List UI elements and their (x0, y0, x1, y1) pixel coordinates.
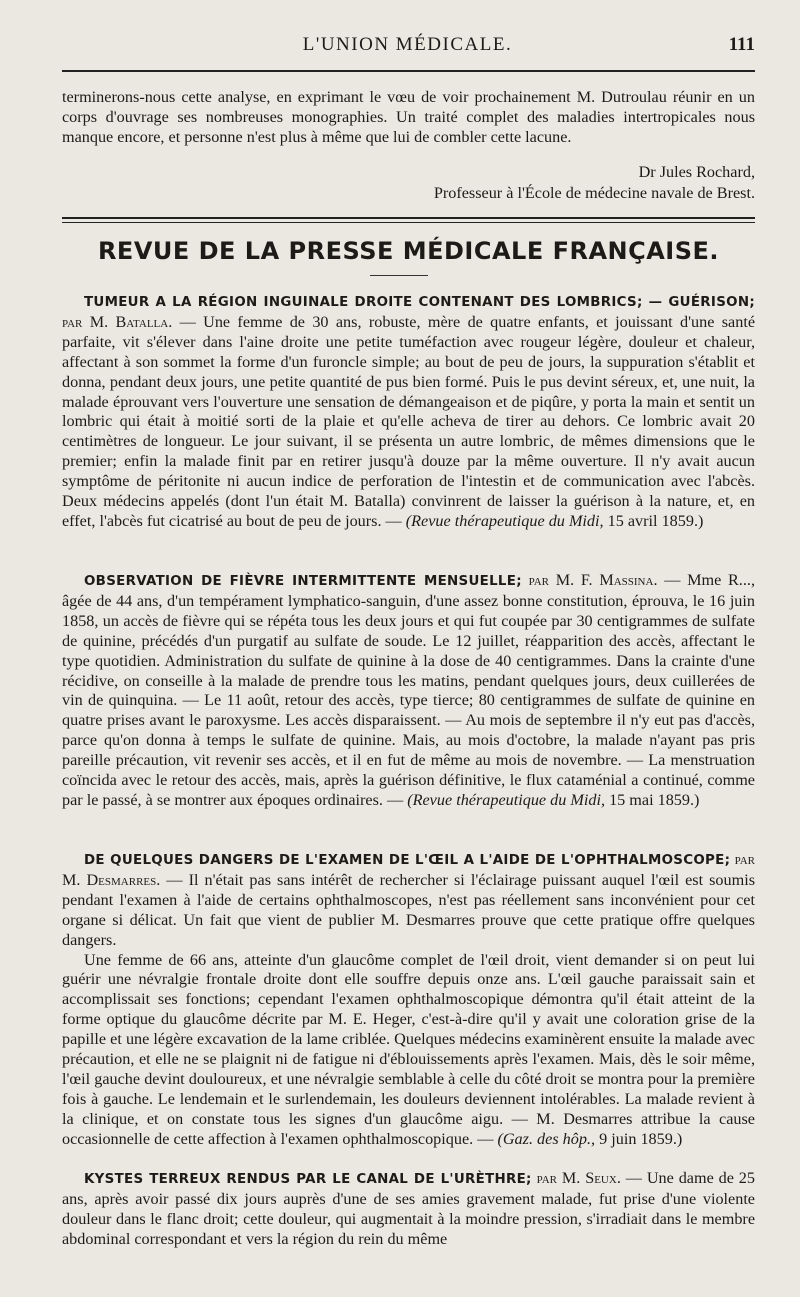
running-head (60, 28, 755, 64)
article-heading: OBSERVATION DE FIÈVRE INTERMITTENTE MENSUELLE; (84, 574, 522, 589)
article-tumeur (62, 292, 755, 532)
header-rule (62, 70, 755, 72)
journal-title: L'UNION MÉDICALE. (302, 34, 513, 55)
article-body: Mme R..., âgée de 44 ans, d'un tempérament lymphatico-sanguin, d'une assez bonne constitution, éprouva, le 16 juin 1858, un accès de fièvre qui se répéta tous les deux jours et qui fut coupée par 30 centigrammes de sulfate de quinine, précédés d'un purgatif au sulfate de soude. Le 12 juillet, réapparition des accès, affectant le type quotidien. Administration du sulfate de quinine à la dose de 40 centigrammes. Dans la crainte d'une récidive, on conseille à la malade de prendre tous les matins, pendant quelques jours, deux cuillerées de vin de quinquina. — Le 11 août, retour des accès, type tierce; 80 centigrammes de sulfate de quinine en quatre prises avant le paroxysme. Les accès disparaissent. — Au mois de septembre il n'y eut pas d'accès, parce qu'on donna à temps le sulfate de quinine. Mais, au mois d'octobre, la malade n'ayant pas pris pareille précaution, vit revenir ses accès, et il en fut de même au mois de novembre. — La menstruation coïncida avec le retour des accès, mais, après la guérison définitive, le flux cataménial a continué, comme par le passé, à se montrer aux époques ordinaires. — (62, 571, 755, 809)
signature-name: Dr Jules Rochard, (638, 163, 755, 181)
article-body: Une dame de 25 ans, après avoir passé dix jours auprès d'une de ses amies gravement malade, fut prise d'une violente douleur dans le flanc droit; cette douleur, qui augmentait à la moindre pression, s'irradiait dans le membre abdominal correspondant et vers la région du rein du même (62, 1169, 755, 1248)
article-source: (Revue thérapeutique du Midi, (405, 511, 604, 530)
intro-paragraph (62, 88, 755, 148)
article-date: 9 juin 1859.) (599, 1129, 683, 1148)
article-heading: KYSTES TERREUX RENDUS PAR LE CANAL DE L'URÈTHRE; (84, 1172, 532, 1187)
section-rule-bottom (62, 222, 755, 223)
article-author: par M. F. Massina. — (528, 571, 681, 589)
title-underline (370, 275, 428, 276)
article-fievre (62, 571, 755, 811)
article-date: 15 avril 1859.) (607, 511, 704, 530)
article-body: Il n'était pas sans intérêt de rechercher si l'éclairage puissant auquel l'œil est soumis pendant l'examen à l'aide de certains ophthalmoscopes, n'est pas réellement sans inconvénient pour cet organe si délicat. Un fait que vient de publier M. Desmarres prouve que cette pratique offre quelques dangers. (62, 870, 756, 949)
article-author: par M. Seux. — (536, 1169, 642, 1187)
article-source: (Gaz. des hôp., (497, 1129, 596, 1148)
article-author: par M. Desmarres. — (62, 850, 756, 889)
signature-block (434, 162, 755, 204)
article-kystes (62, 1169, 755, 1250)
page-number: 111 (728, 34, 755, 55)
article-ophthalmoscope (62, 850, 755, 1150)
section-rule-top (62, 217, 755, 219)
article-source: (Revue thérapeutique du Midi, (407, 790, 606, 809)
section-title: REVUE DE LA PRESSE MÉDICALE FRANÇAISE. (97, 237, 720, 265)
article-heading: DE QUELQUES DANGERS DE L'EXAMEN DE L'ŒIL A L'AIDE DE L'OPHTHALMOSCOPE; (84, 853, 731, 868)
article-body: Une femme de 30 ans, robuste, mère de quatre enfants, et jouissant d'une santé parfaite, vit s'élever dans l'aine droite une petite tuméfaction avec rougeur légère, douleur et chaleur, affectant à son sommet la forme d'un furoncle simple; au bout de peu de jours, la suppuration s'établit et donna, pendant deux jours, une petite quantité de pus bien formé. Puis le pus devint séreux, et, une nuit, la malade éprouvant vers l'ouverture une sensation de démangeaison et de piqûre, y porta la main et sentit un lombric qui était à moitié sorti de la plaie et qu'elle acheva de tirer au dehors. Ce lombric avait 20 centimètres de longueur. Le jour suivant, il se présenta un autre lombric, de mêmes dimensions que le premier; enfin la malade finit par en retirer jusqu'à douze par la même ouverture. Il n'y avait aucun symptôme de péritonite ni aucun indice de perforation de l'intestin et de communication avec l'abcès. Deux médecins appelés (dont l'un était M. Batalla) convinrent de laisser la guérison à la nature, et, en effet, l'abcès fut cicatrisé au bout de peu de jours. — (62, 312, 756, 530)
article-author: par M. Batalla. — (62, 312, 196, 331)
article-date: 15 mai 1859.) (609, 790, 700, 809)
intro-text: terminerons-nous cette analyse, en exprimant le vœu de voir prochainement M. Dutroulau réunir en un corps d'ouvrage ses nombreuses monographies. Un traité complet des maladies intertropicales nous manque encore, et personne n'est plus à même que lui de combler cette lacune. (62, 88, 755, 146)
article-body-continued: Une femme de 66 ans, atteinte d'un glaucôme complet de l'œil droit, vient demander si on peut lui guérir une névralgie frontale droite dont elle souffre depuis onze ans. L'œil gauche paraissait sain et accomplissait ses fonctions; cependant l'examen ophthalmoscopique démontra qu'il était atteint de la forme optique du glaucôme décrite par M. E. Heger, c'est-à-dire qu'il y avait une coloration grise de la papille et une légère excavation de la lame criblée. Quelques médecins examinèrent ensuite la malade avec précaution, et elle ne se plaignit ni de fatigue ni d'éblouissements après l'examen. Mais, dès le soir même, l'œil gauche devint douloureux, et une névralgie semblable à celle du côté droit se montra pour la première fois à gauche. Le lendemain et le surlendemain, les douleurs deviennent intolérables. La malade revient à la clinique, et on constate tous les signes d'un glaucôme aigu. — M. Desmarres attribue la cause occasionnelle de cette affection à l'examen ophthalmoscopique. — (62, 950, 755, 1148)
signature-title: Professeur à l'École de médecine navale de Brest. (433, 184, 755, 202)
article-heading: TUMEUR A LA RÉGION INGUINALE DROITE CONTENANT DES LOMBRICS; — GUÉRISON; (84, 295, 755, 310)
